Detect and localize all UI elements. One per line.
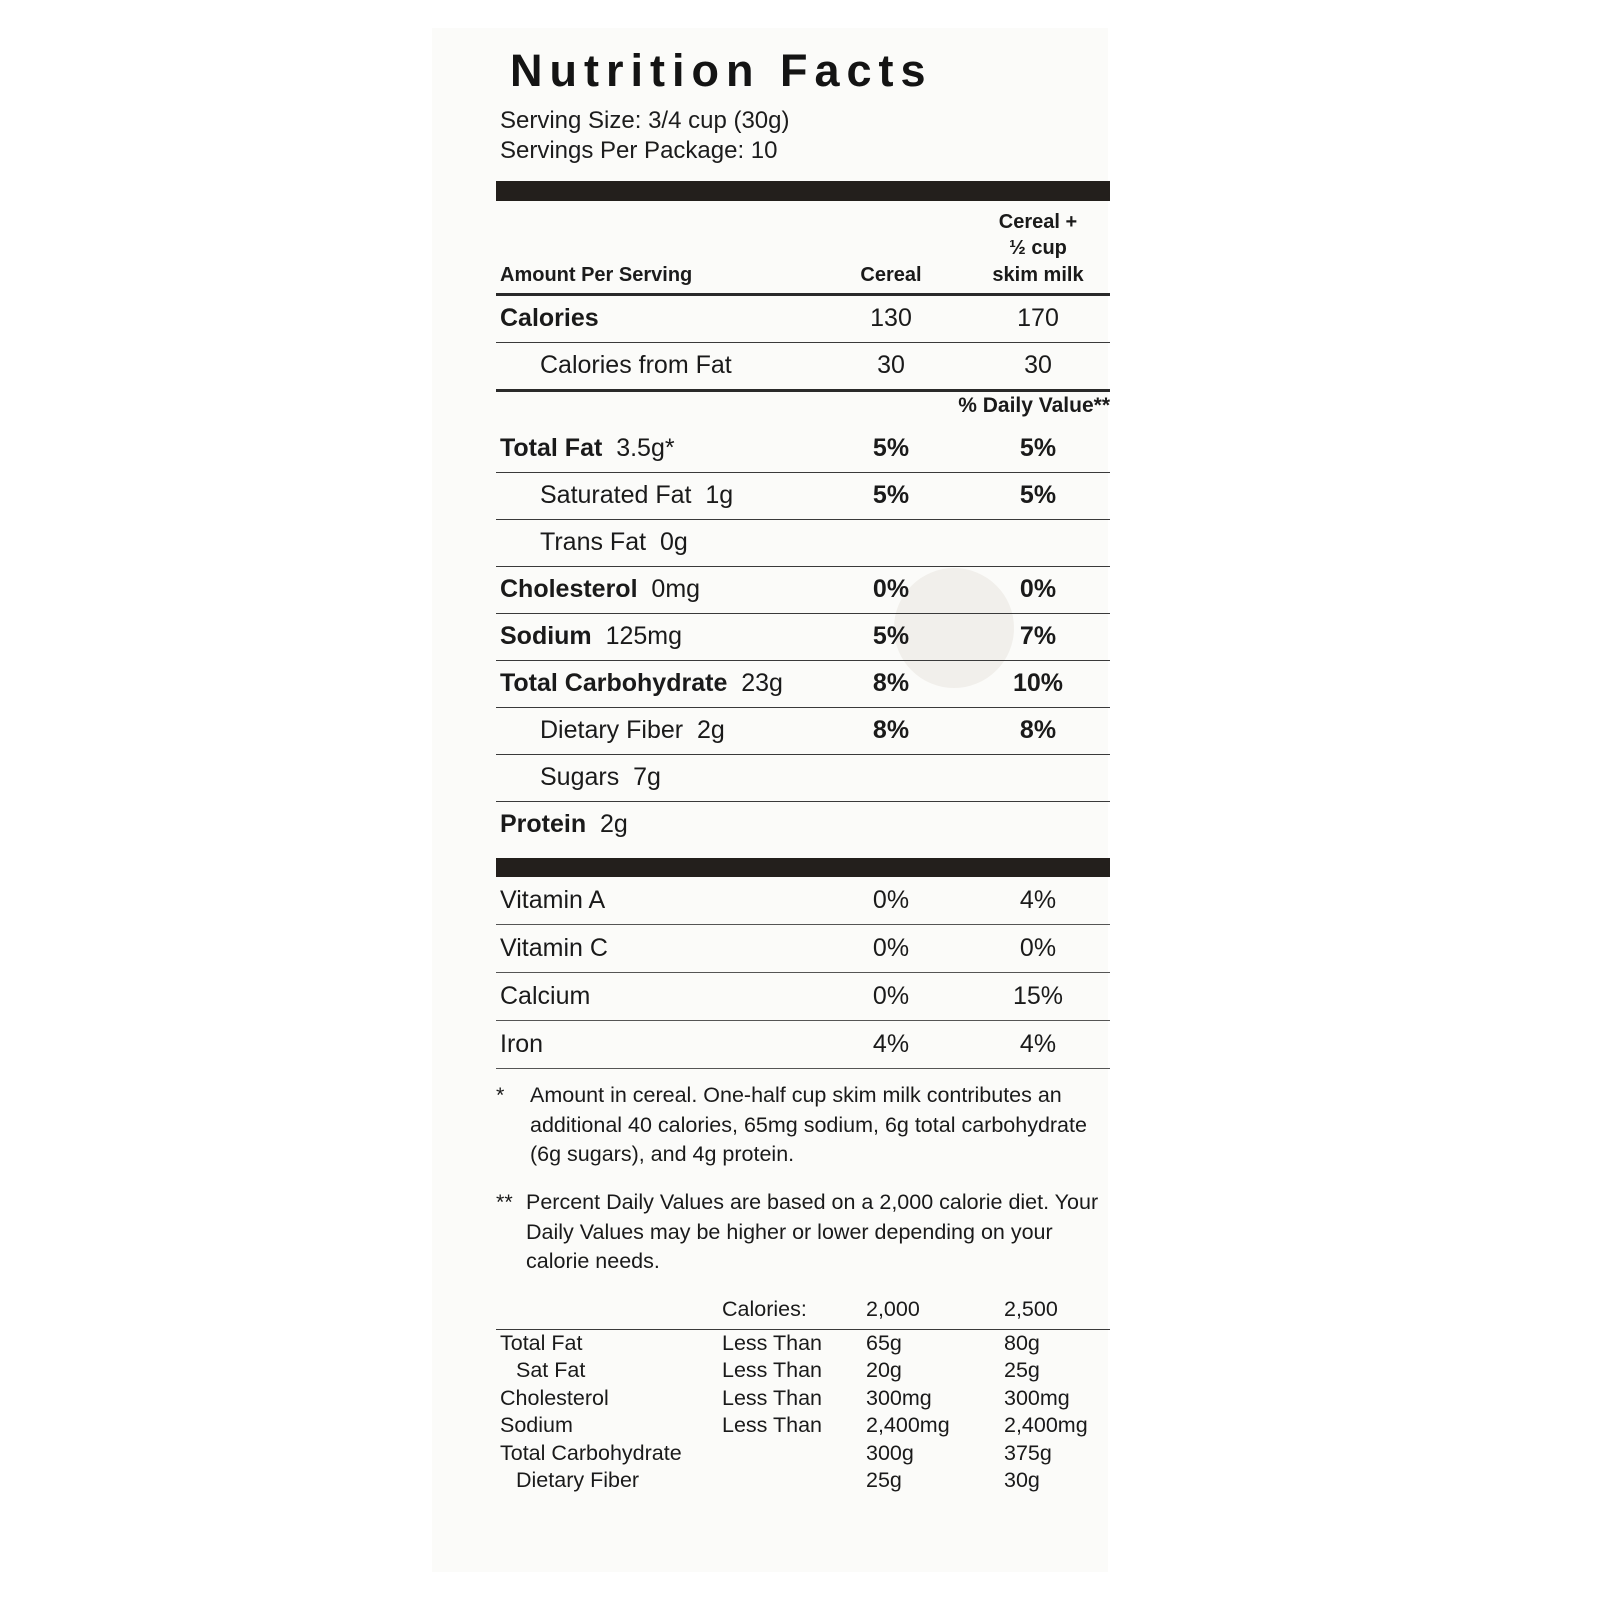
dv-table-nutrient: Cholesterol xyxy=(500,1385,609,1410)
vitamin-label: Vitamin A xyxy=(500,885,606,914)
dv-table-value-2000: 2,400mg xyxy=(866,1413,950,1438)
dv-table-row xyxy=(496,1440,1110,1468)
nutrient-label xyxy=(540,763,661,792)
vitamin-dv-cereal: 0% xyxy=(872,981,910,1010)
column-header-cereal-milk-line2: ½ cup xyxy=(1009,237,1067,260)
page-title: Nutrition Facts xyxy=(510,45,933,96)
nutrient-name: Protein xyxy=(500,809,587,838)
nutrient-dv-cereal: 8% xyxy=(872,668,910,697)
nutrient-amount: 23g xyxy=(727,668,783,697)
vitamin-label: Iron xyxy=(500,1029,544,1058)
vitamin-row xyxy=(496,877,1110,924)
dv-table-value-2500: 300mg xyxy=(1004,1385,1070,1410)
nutrient-amount: 125mg xyxy=(591,621,683,650)
nutrient-name: Cholesterol xyxy=(500,574,638,603)
dv-table-calories-label: Calories: xyxy=(722,1296,807,1321)
vitamin-dv-cereal-milk: 4% xyxy=(1019,1029,1057,1058)
nutrient-dv-cereal-milk: 7% xyxy=(1019,621,1057,650)
nutrient-row xyxy=(496,754,1110,801)
nutrition-facts-panel xyxy=(432,28,1108,1572)
nutrient-label xyxy=(500,669,783,698)
nutrient-amount: 2g xyxy=(586,809,628,838)
dv-table-condition: Less Than xyxy=(722,1385,823,1410)
row-calories-from-fat-cereal: 30 xyxy=(877,350,905,379)
vitamin-row xyxy=(496,924,1110,972)
nutrient-amount: 0mg xyxy=(637,574,701,603)
vitamin-dv-cereal-milk: 15% xyxy=(1012,981,1064,1010)
vitamin-dv-cereal: 0% xyxy=(872,885,910,914)
nutrient-row xyxy=(496,566,1110,613)
nutrient-dv-cereal: 5% xyxy=(872,433,910,462)
nutrient-row xyxy=(496,707,1110,754)
nutrient-label xyxy=(500,622,682,651)
dv-table-value-2500: 375g xyxy=(1004,1440,1052,1465)
column-header-cereal-milk-line3: skim milk xyxy=(992,264,1084,287)
nutrient-dv-cereal: 5% xyxy=(872,480,910,509)
vitamin-label: Vitamin C xyxy=(500,933,608,962)
column-headers xyxy=(496,201,1110,293)
nutrient-name: Trans Fat xyxy=(540,527,647,556)
vitamin-dv-cereal: 4% xyxy=(872,1029,910,1058)
dv-table-condition: Less Than xyxy=(722,1358,823,1383)
dv-table-2000-header: 2,000 xyxy=(866,1296,920,1321)
daily-value-reference-table xyxy=(496,1297,1110,1495)
dv-table-value-2500: 30g xyxy=(1004,1468,1040,1493)
nutrient-row xyxy=(496,613,1110,660)
dv-table-row xyxy=(496,1357,1110,1385)
dv-table-row xyxy=(496,1385,1110,1413)
dv-table-value-2000: 25g xyxy=(866,1468,902,1493)
dv-table-row xyxy=(496,1467,1110,1495)
nutrient-dv-cereal-milk: 5% xyxy=(1019,480,1057,509)
nutrient-dv-cereal-milk: 5% xyxy=(1019,433,1057,462)
nutrient-label xyxy=(500,575,700,604)
dv-table-row xyxy=(496,1412,1110,1440)
dv-table-value-2500: 2,400mg xyxy=(1004,1413,1088,1438)
nutrient-name: Dietary Fiber xyxy=(540,715,684,744)
dv-table-value-2000: 65g xyxy=(866,1330,902,1355)
daily-value-header-row xyxy=(496,392,1110,426)
nutrient-amount: 7g xyxy=(619,762,661,791)
vitamin-label: Calcium xyxy=(500,981,591,1010)
nutrient-amount: 2g xyxy=(683,715,725,744)
nutrient-name: Sodium xyxy=(500,621,592,650)
row-calories xyxy=(496,296,1110,342)
nutrient-dv-cereal: 5% xyxy=(872,621,910,650)
footnote-double-asterisk-marker: ** xyxy=(496,1189,513,1214)
daily-value-header: % Daily Value** xyxy=(958,393,1110,417)
footnote-asterisk xyxy=(496,1081,1114,1170)
dv-table-header xyxy=(496,1297,1110,1329)
footnote-double-asterisk xyxy=(496,1188,1114,1277)
dv-table-nutrient: Dietary Fiber xyxy=(516,1468,640,1493)
dv-table-value-2000: 300g xyxy=(866,1440,914,1465)
dv-table-row xyxy=(496,1330,1110,1358)
nutrient-name: Sugars xyxy=(540,762,620,791)
dv-table-condition: Less Than xyxy=(722,1330,823,1355)
footnote-asterisk-marker: * xyxy=(496,1082,505,1107)
column-header-cereal: Cereal xyxy=(860,263,922,286)
amount-per-serving-label: Amount Per Serving xyxy=(500,263,693,286)
nutrient-rows xyxy=(466,426,1078,848)
column-header-cereal-milk-line1: Cereal + xyxy=(998,210,1078,233)
nutrient-label xyxy=(500,434,675,463)
dv-table-value-2500: 25g xyxy=(1004,1358,1040,1383)
nutrient-name: Total Carbohydrate xyxy=(500,668,728,697)
serving-size-text: Serving Size: 3/4 cup (30g) xyxy=(500,106,790,134)
nutrient-dv-cereal-milk: 10% xyxy=(1012,668,1064,697)
row-calories-label: Calories xyxy=(500,303,599,332)
nutrient-row xyxy=(496,801,1110,848)
nutrient-dv-cereal: 0% xyxy=(872,574,910,603)
dv-table-nutrient: Total Carbohydrate xyxy=(500,1440,682,1465)
servings-per-package-text: Servings Per Package: 10 xyxy=(500,137,778,165)
nutrient-dv-cereal: 8% xyxy=(872,715,910,744)
row-calories-from-fat-milk: 30 xyxy=(1024,350,1052,379)
nutrient-row xyxy=(496,426,1110,472)
divider-below-vitamins xyxy=(496,1068,1110,1069)
nutrient-amount: 3.5g* xyxy=(602,433,675,462)
row-calories-milk: 170 xyxy=(1017,303,1059,332)
vitamin-rows xyxy=(466,877,1078,1068)
dv-table-condition: Less Than xyxy=(722,1413,823,1438)
footnote-asterisk-text: Amount in cereal. One-half cup skim milk contributes an additional 40 calories, 65mg sodium, 6g total carbohydrate (6g sugars), and 4g protein. xyxy=(530,1082,1087,1167)
vitamin-row xyxy=(496,972,1110,1020)
nutrient-name: Total Fat xyxy=(500,433,603,462)
nutrient-row xyxy=(496,660,1110,707)
vitamin-row xyxy=(496,1020,1110,1068)
nutrient-label xyxy=(540,528,688,557)
nutrient-name: Saturated Fat xyxy=(540,480,692,509)
divider-thick-bottom xyxy=(496,858,1110,877)
nutrient-row xyxy=(496,472,1110,519)
dv-table-nutrient: Sodium xyxy=(500,1413,573,1438)
dv-table-value-2000: 300mg xyxy=(866,1385,932,1410)
vitamin-dv-cereal-milk: 4% xyxy=(1019,885,1057,914)
divider-thick-top xyxy=(496,181,1110,201)
footnote-double-asterisk-text: Percent Daily Values are based on a 2,000 calorie diet. Your Daily Values may be higher or lower depending on your calorie needs. xyxy=(526,1189,1099,1274)
nutrient-amount: 1g xyxy=(691,480,734,509)
nutrient-label xyxy=(540,481,733,510)
vitamin-dv-cereal-milk: 0% xyxy=(1019,933,1057,962)
dv-table-nutrient: Sat Fat xyxy=(516,1358,586,1383)
dv-table-nutrient: Total Fat xyxy=(500,1330,583,1355)
nutrient-dv-cereal-milk: 0% xyxy=(1019,574,1057,603)
dv-table-value-2500: 80g xyxy=(1004,1330,1040,1355)
nutrient-label xyxy=(540,716,725,745)
dv-table-rows xyxy=(496,1330,1110,1495)
column-header-cereal-milk xyxy=(966,209,1110,289)
dv-table-value-2000: 20g xyxy=(866,1358,902,1383)
nutrient-row xyxy=(496,519,1110,566)
nutrient-label xyxy=(500,810,628,839)
nutrient-amount: 0g xyxy=(646,527,688,556)
row-calories-from-fat xyxy=(496,342,1110,389)
nutrient-dv-cereal-milk: 8% xyxy=(1019,715,1057,744)
row-calories-cereal: 130 xyxy=(870,303,912,332)
row-calories-from-fat-label: Calories from Fat xyxy=(540,350,732,379)
dv-table-2500-header: 2,500 xyxy=(1004,1296,1058,1321)
vitamin-dv-cereal: 0% xyxy=(872,933,910,962)
